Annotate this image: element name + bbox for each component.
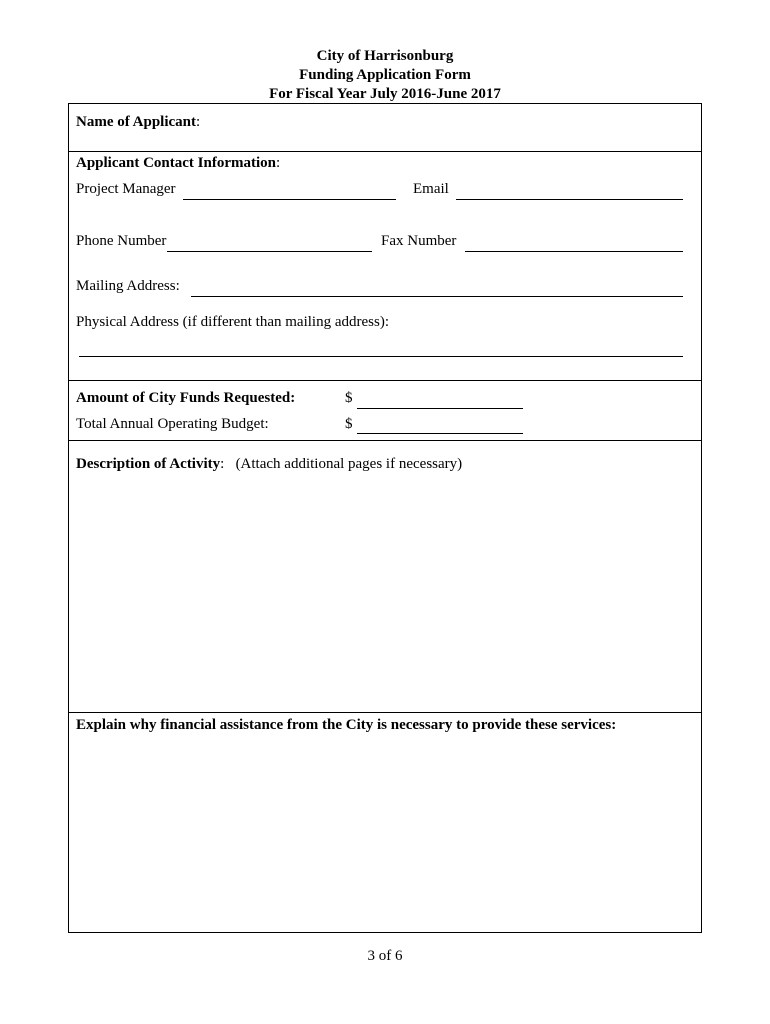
explanation-section[interactable]: [69, 713, 701, 933]
fiscal-year: For Fiscal Year July 2016-June 2017: [269, 86, 501, 102]
page-number: 3 of 6: [367, 948, 403, 964]
description-note: (Attach additional pages if necessary): [235, 456, 463, 472]
fax-number-field[interactable]: [465, 251, 683, 252]
phone-number-label: Phone Number: [76, 233, 167, 249]
physical-address-label: Physical Address (if different than mailing address):: [76, 314, 389, 330]
fax-number-label: Fax Number: [381, 233, 457, 249]
contact-heading: Applicant Contact Information:: [76, 155, 281, 171]
description-label: Description of Activity: (Attach additional pages if necessary): [76, 456, 463, 472]
funds-requested-label: Amount of City Funds Requested:: [76, 390, 296, 406]
project-manager-label: Project Manager: [76, 181, 176, 197]
contact-information-section: [69, 152, 701, 381]
explanation-label: Explain why financial assistance from the City is necessary to provide these services:: [76, 717, 617, 733]
funds-requested-currency: $: [345, 390, 353, 406]
application-form: [68, 103, 702, 933]
description-section[interactable]: [69, 441, 701, 713]
phone-number-field[interactable]: [167, 251, 372, 252]
form-title-block: [0, 47, 770, 104]
form-name: Funding Application Form: [299, 67, 471, 83]
operating-budget-label: Total Annual Operating Budget:: [76, 416, 269, 432]
email-label: Email: [413, 181, 449, 197]
funds-section: [69, 381, 701, 441]
mailing-address-label: Mailing Address:: [76, 278, 180, 294]
operating-budget-field[interactable]: [357, 433, 523, 434]
email-field[interactable]: [456, 199, 683, 200]
funds-requested-field[interactable]: [357, 408, 523, 409]
city-name: City of Harrisonburg: [316, 48, 454, 64]
mailing-address-field[interactable]: [191, 296, 683, 297]
project-manager-field[interactable]: [183, 199, 396, 200]
operating-budget-currency: $: [345, 416, 353, 432]
physical-address-field[interactable]: [79, 356, 683, 357]
applicant-name-section[interactable]: [69, 104, 701, 152]
applicant-name-label: Name of Applicant:: [76, 114, 201, 130]
